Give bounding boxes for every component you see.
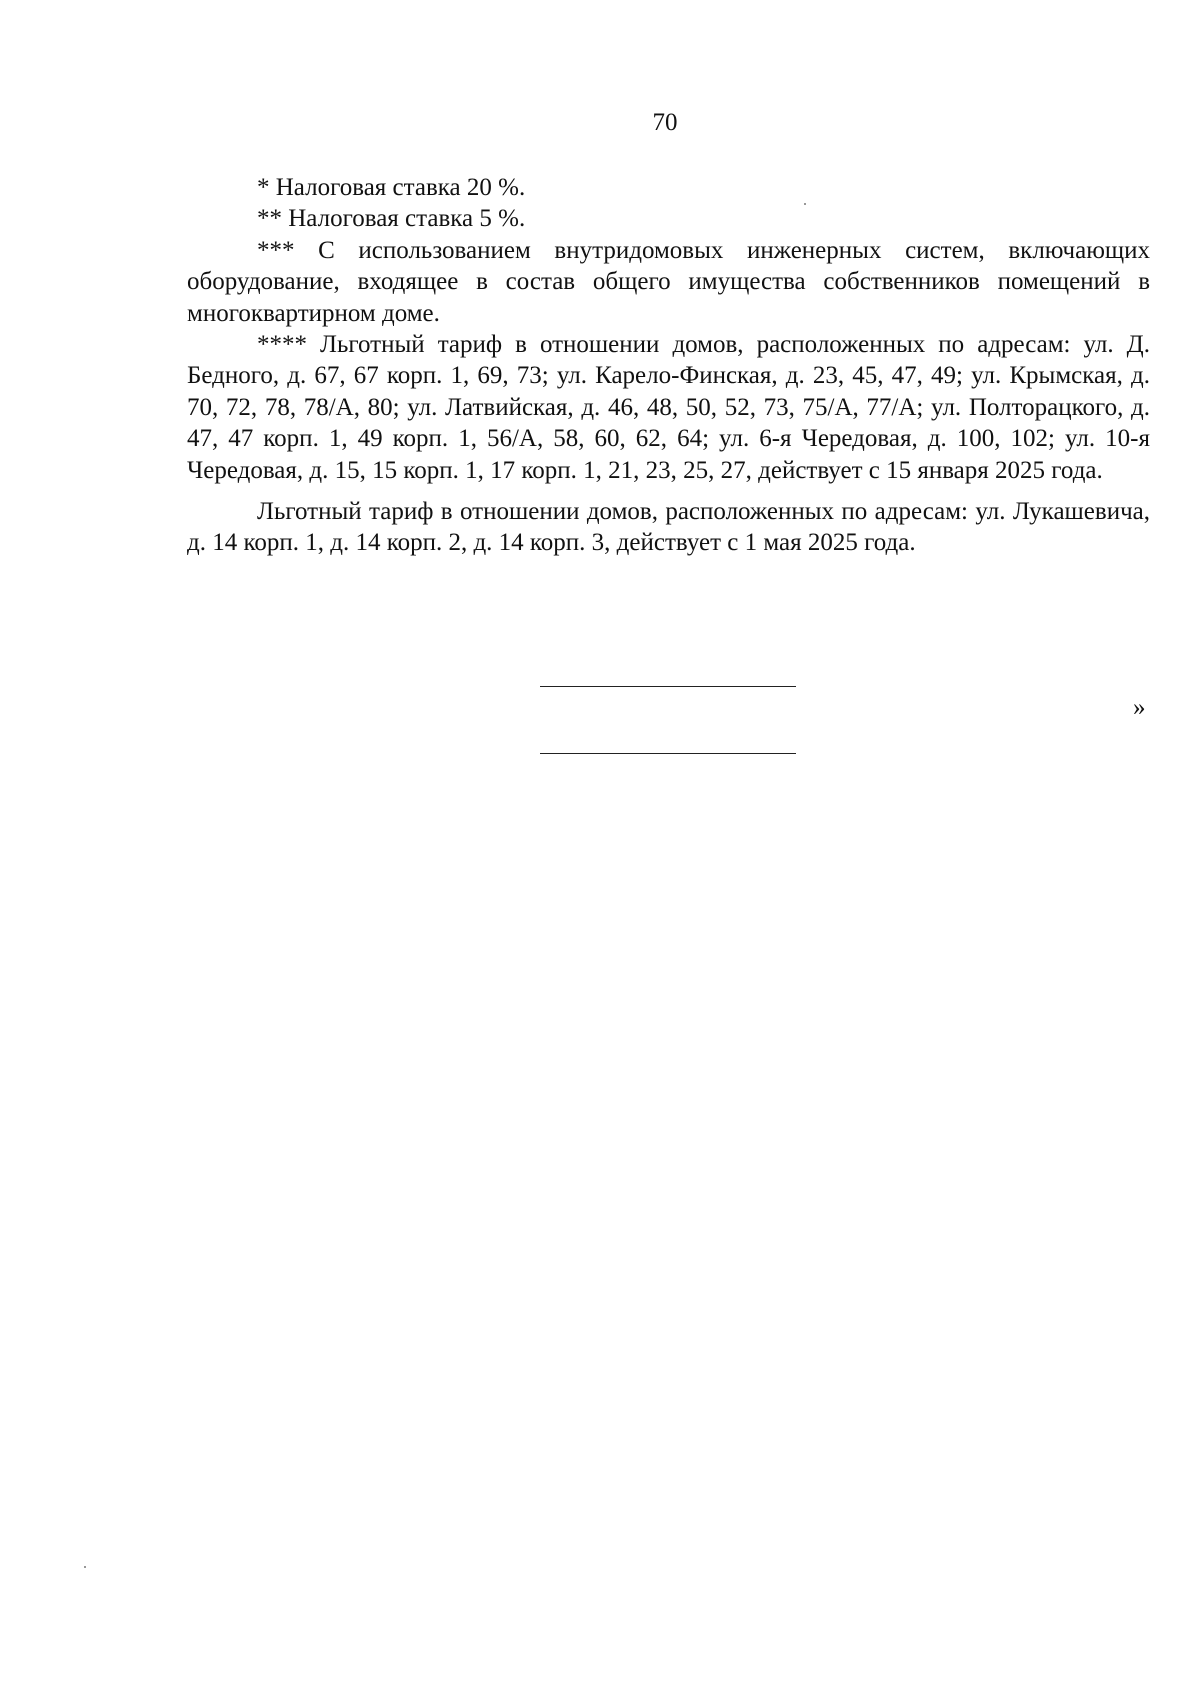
closing-quote-mark: »: [1133, 694, 1146, 721]
separator-line-bottom: [540, 753, 796, 754]
footnote-preferential-tariff-january: **** Льготный тариф в отношении домов, расположенных по адресам: ул. Д. Бедного, д. 67, 67 корп. 1, 69, 73; ул. Карело-Финская, д. 23, 45, 47, 49; ул. Крымская, д. 70, 72, 78, 78/А, 80; ул. Латвийская, д. 46, 48, 50, 52, 73, 75/А, 77/А; ул. Полторацкого, д. 47, 47 корп. 1, 49 корп. 1, 56/А, 58, 60, 62, 64; ул. 6-я Чередовая, д. 100, 102; ул. 10-я Чередовая, д. 15, 15 корп. 1, 17 корп. 1, 21, 23, 25, 27, действует с 15 января 2025 года.: [187, 331, 1150, 484]
footnotes-block: [187, 172, 1150, 559]
scan-speck: [84, 1566, 86, 1568]
footnote-tax-rate-5: ** Налоговая ставка 5 %.: [257, 205, 526, 233]
footnote-preferential-tariff-may: Льготный тариф в отношении домов, расположенных по адресам: ул. Лукашевича, д. 14 корп. 1, д. 14 корп. 2, д. 14 корп. 3, действует с 1 мая 2025 года.: [187, 498, 1150, 557]
footnote-tax-rate-20: * Налоговая ставка 20 %.: [257, 174, 526, 201]
separator-line-top: [540, 686, 796, 687]
scan-speck: [804, 203, 806, 205]
footnote-internal-systems: *** С использованием внутридомовых инженерных систем, включающих оборудование, входящее в состав общего имущества собственников помещений в многоквартирном доме.: [187, 236, 1150, 327]
page-number: 70: [652, 109, 678, 136]
